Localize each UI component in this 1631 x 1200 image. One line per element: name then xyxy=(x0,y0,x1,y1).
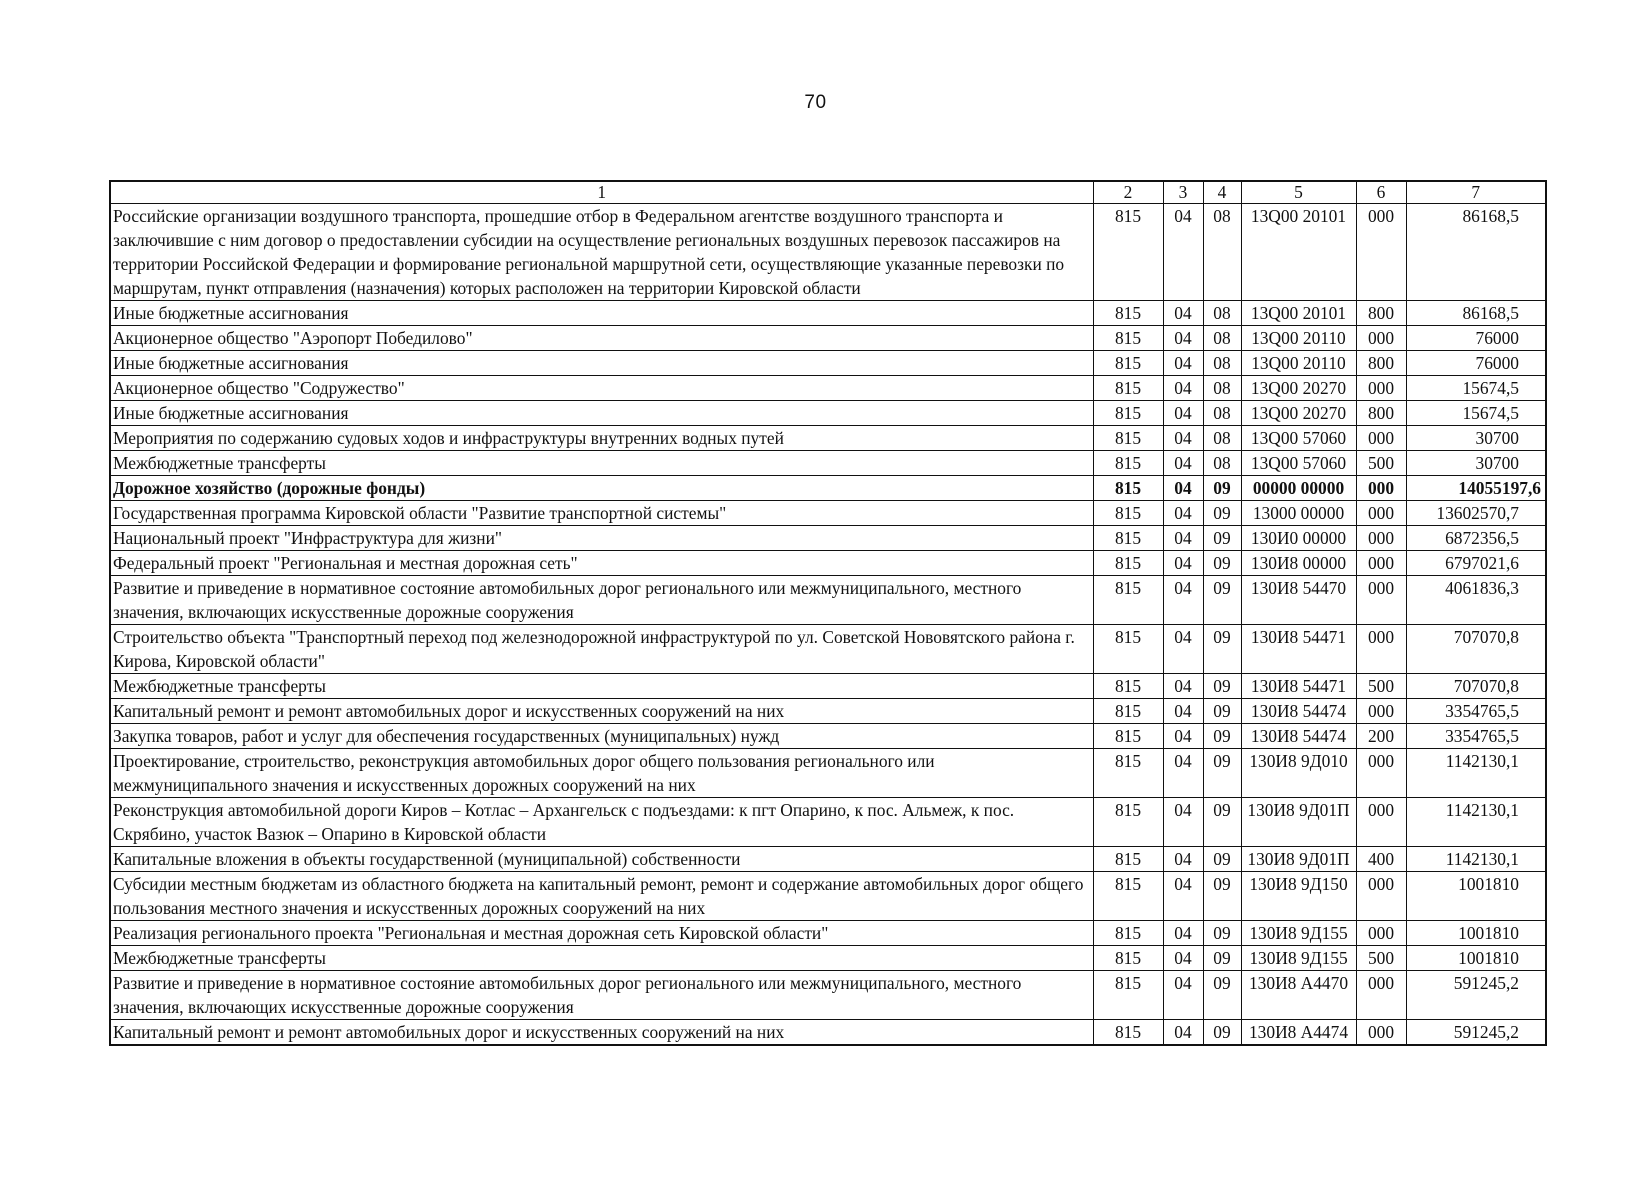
expense-type-cell: 200 xyxy=(1356,724,1406,749)
expense-type-cell: 800 xyxy=(1356,401,1406,426)
target-article-cell: 13Q00 20110 xyxy=(1241,351,1356,376)
expense-type-cell: 000 xyxy=(1356,576,1406,625)
subsection-code-cell: 09 xyxy=(1203,946,1241,971)
table-header-row xyxy=(110,181,1546,204)
amount-cell: 15674,5 xyxy=(1406,401,1546,426)
expense-type-cell: 400 xyxy=(1356,847,1406,872)
target-article-cell: 13Q00 57060 xyxy=(1241,451,1356,476)
amount-cell: 4061836,3 xyxy=(1406,576,1546,625)
column-header: 6 xyxy=(1356,181,1406,204)
subsection-code-cell: 09 xyxy=(1203,476,1241,501)
amount-cell: 15674,5 xyxy=(1406,376,1546,401)
section-code-cell: 04 xyxy=(1163,946,1203,971)
subsection-code-cell: 08 xyxy=(1203,376,1241,401)
target-article-cell: 130И8 00000 xyxy=(1241,551,1356,576)
admin-code-cell: 815 xyxy=(1093,326,1163,351)
target-article-cell: 13Q00 20270 xyxy=(1241,376,1356,401)
table-row xyxy=(110,872,1546,921)
admin-code-cell: 815 xyxy=(1093,526,1163,551)
admin-code-cell: 815 xyxy=(1093,301,1163,326)
subsection-code-cell: 08 xyxy=(1203,326,1241,351)
amount-cell: 1001810 xyxy=(1406,872,1546,921)
subsection-code-cell: 09 xyxy=(1203,625,1241,674)
section-code-cell: 04 xyxy=(1163,872,1203,921)
admin-code-cell: 815 xyxy=(1093,204,1163,301)
amount-cell: 707070,8 xyxy=(1406,625,1546,674)
admin-code-cell: 815 xyxy=(1093,674,1163,699)
admin-code-cell: 815 xyxy=(1093,749,1163,798)
target-article-cell: 130И8 54470 xyxy=(1241,576,1356,625)
amount-cell: 1001810 xyxy=(1406,946,1546,971)
row-name-cell: Капитальный ремонт и ремонт автомобильных дорог и искусственных сооружений на них xyxy=(110,1020,1093,1046)
section-code-cell: 04 xyxy=(1163,724,1203,749)
section-code-cell: 04 xyxy=(1163,451,1203,476)
section-code-cell: 04 xyxy=(1163,625,1203,674)
subsection-code-cell: 09 xyxy=(1203,798,1241,847)
target-article-cell: 130И8 9Д155 xyxy=(1241,946,1356,971)
section-code-cell: 04 xyxy=(1163,326,1203,351)
target-article-cell: 130И8 54471 xyxy=(1241,625,1356,674)
section-code-cell: 04 xyxy=(1163,674,1203,699)
section-code-cell: 04 xyxy=(1163,401,1203,426)
admin-code-cell: 815 xyxy=(1093,376,1163,401)
table-row xyxy=(110,476,1546,501)
table-row xyxy=(110,921,1546,946)
row-name-cell: Межбюджетные трансферты xyxy=(110,451,1093,476)
row-name-cell: Федеральный проект "Региональная и местная дорожная сеть" xyxy=(110,551,1093,576)
section-code-cell: 04 xyxy=(1163,971,1203,1020)
admin-code-cell: 815 xyxy=(1093,798,1163,847)
table-row xyxy=(110,749,1546,798)
subsection-code-cell: 09 xyxy=(1203,872,1241,921)
target-article-cell: 130И0 00000 xyxy=(1241,526,1356,551)
row-name-cell: Реализация регионального проекта "Региональная и местная дорожная сеть Кировской области" xyxy=(110,921,1093,946)
admin-code-cell: 815 xyxy=(1093,476,1163,501)
row-name-cell: Межбюджетные трансферты xyxy=(110,946,1093,971)
section-code-cell: 04 xyxy=(1163,699,1203,724)
amount-cell: 6797021,6 xyxy=(1406,551,1546,576)
subsection-code-cell: 08 xyxy=(1203,401,1241,426)
amount-cell: 6872356,5 xyxy=(1406,526,1546,551)
expense-type-cell: 000 xyxy=(1356,699,1406,724)
target-article-cell: 130И8 54474 xyxy=(1241,724,1356,749)
table-row xyxy=(110,576,1546,625)
column-header: 3 xyxy=(1163,181,1203,204)
expense-type-cell: 500 xyxy=(1356,674,1406,699)
expense-type-cell: 000 xyxy=(1356,749,1406,798)
expense-type-cell: 000 xyxy=(1356,326,1406,351)
table-row xyxy=(110,971,1546,1020)
admin-code-cell: 815 xyxy=(1093,872,1163,921)
amount-cell: 3354765,5 xyxy=(1406,699,1546,724)
section-code-cell: 04 xyxy=(1163,1020,1203,1046)
row-name-cell: Развитие и приведение в нормативное состояние автомобильных дорог регионального или межмуниципального, местного значения, включающих искусственные дорожные сооружения xyxy=(110,971,1093,1020)
admin-code-cell: 815 xyxy=(1093,501,1163,526)
row-name-cell: Иные бюджетные ассигнования xyxy=(110,301,1093,326)
expense-type-cell: 000 xyxy=(1356,798,1406,847)
amount-cell: 13602570,7 xyxy=(1406,501,1546,526)
amount-cell: 591245,2 xyxy=(1406,1020,1546,1046)
admin-code-cell: 815 xyxy=(1093,946,1163,971)
subsection-code-cell: 09 xyxy=(1203,921,1241,946)
subsection-code-cell: 09 xyxy=(1203,847,1241,872)
target-article-cell: 130И8 9Д155 xyxy=(1241,921,1356,946)
admin-code-cell: 815 xyxy=(1093,451,1163,476)
column-header: 5 xyxy=(1241,181,1356,204)
section-code-cell: 04 xyxy=(1163,847,1203,872)
amount-cell: 86168,5 xyxy=(1406,301,1546,326)
subsection-code-cell: 09 xyxy=(1203,551,1241,576)
amount-cell: 14055197,6 xyxy=(1406,476,1546,501)
amount-cell: 1142130,1 xyxy=(1406,798,1546,847)
expense-type-cell: 000 xyxy=(1356,921,1406,946)
amount-cell: 86168,5 xyxy=(1406,204,1546,301)
row-name-cell: Развитие и приведение в нормативное состояние автомобильных дорог регионального или межмуниципального, местного значения, включающих искусственные дорожные сооружения xyxy=(110,576,1093,625)
amount-cell: 1142130,1 xyxy=(1406,749,1546,798)
expense-type-cell: 500 xyxy=(1356,451,1406,476)
expense-type-cell: 000 xyxy=(1356,551,1406,576)
subsection-code-cell: 09 xyxy=(1203,724,1241,749)
amount-cell: 1142130,1 xyxy=(1406,847,1546,872)
budget-table xyxy=(109,180,1547,1046)
table-row xyxy=(110,946,1546,971)
subsection-code-cell: 08 xyxy=(1203,426,1241,451)
section-code-cell: 04 xyxy=(1163,501,1203,526)
section-code-cell: 04 xyxy=(1163,376,1203,401)
row-name-cell: Закупка товаров, работ и услуг для обеспечения государственных (муниципальных) нужд xyxy=(110,724,1093,749)
section-code-cell: 04 xyxy=(1163,749,1203,798)
row-name-cell: Капитальный ремонт и ремонт автомобильных дорог и искусственных сооружений на них xyxy=(110,699,1093,724)
target-article-cell: 130И8 9Д01П xyxy=(1241,798,1356,847)
table-row xyxy=(110,674,1546,699)
expense-type-cell: 000 xyxy=(1356,426,1406,451)
table-row xyxy=(110,625,1546,674)
amount-cell: 707070,8 xyxy=(1406,674,1546,699)
target-article-cell: 13Q00 57060 xyxy=(1241,426,1356,451)
admin-code-cell: 815 xyxy=(1093,401,1163,426)
row-name-cell: Субсидии местным бюджетам из областного бюджета на капитальный ремонт, ремонт и содержание автомобильных дорог общего пользования местного значения и искусственных дорожных сооружений на них xyxy=(110,872,1093,921)
expense-type-cell: 800 xyxy=(1356,351,1406,376)
section-code-cell: 04 xyxy=(1163,426,1203,451)
amount-cell: 3354765,5 xyxy=(1406,724,1546,749)
section-code-cell: 04 xyxy=(1163,576,1203,625)
target-article-cell: 13000 00000 xyxy=(1241,501,1356,526)
subsection-code-cell: 09 xyxy=(1203,699,1241,724)
column-header: 1 xyxy=(110,181,1093,204)
table-row xyxy=(110,551,1546,576)
table-row xyxy=(110,724,1546,749)
expense-type-cell: 000 xyxy=(1356,971,1406,1020)
target-article-cell: 130И8 А4474 xyxy=(1241,1020,1356,1046)
section-code-cell: 04 xyxy=(1163,476,1203,501)
target-article-cell: 00000 00000 xyxy=(1241,476,1356,501)
column-header: 2 xyxy=(1093,181,1163,204)
row-name-cell: Строительство объекта "Транспортный переход под железнодорожной инфраструктурой по ул. Советской Нововятского района г. Кирова, Кировской области" xyxy=(110,625,1093,674)
table-row xyxy=(110,1020,1546,1046)
subsection-code-cell: 09 xyxy=(1203,674,1241,699)
table-row xyxy=(110,501,1546,526)
admin-code-cell: 815 xyxy=(1093,724,1163,749)
table-row xyxy=(110,426,1546,451)
target-article-cell: 130И8 А4470 xyxy=(1241,971,1356,1020)
target-article-cell: 130И8 54474 xyxy=(1241,699,1356,724)
admin-code-cell: 815 xyxy=(1093,426,1163,451)
target-article-cell: 130И8 9Д150 xyxy=(1241,872,1356,921)
subsection-code-cell: 08 xyxy=(1203,351,1241,376)
subsection-code-cell: 09 xyxy=(1203,749,1241,798)
section-code-cell: 04 xyxy=(1163,204,1203,301)
section-code-cell: 04 xyxy=(1163,921,1203,946)
admin-code-cell: 815 xyxy=(1093,576,1163,625)
target-article-cell: 13Q00 20101 xyxy=(1241,301,1356,326)
expense-type-cell: 500 xyxy=(1356,946,1406,971)
admin-code-cell: 815 xyxy=(1093,847,1163,872)
target-article-cell: 13Q00 20270 xyxy=(1241,401,1356,426)
subsection-code-cell: 08 xyxy=(1203,301,1241,326)
section-code-cell: 04 xyxy=(1163,551,1203,576)
table-row xyxy=(110,798,1546,847)
subsection-code-cell: 09 xyxy=(1203,1020,1241,1046)
admin-code-cell: 815 xyxy=(1093,1020,1163,1046)
table-row xyxy=(110,526,1546,551)
table-row xyxy=(110,326,1546,351)
subsection-code-cell: 09 xyxy=(1203,501,1241,526)
row-name-cell: Акционерное общество "Аэропорт Победилово" xyxy=(110,326,1093,351)
section-code-cell: 04 xyxy=(1163,351,1203,376)
table-row xyxy=(110,401,1546,426)
expense-type-cell: 000 xyxy=(1356,476,1406,501)
expense-type-cell: 000 xyxy=(1356,376,1406,401)
expense-type-cell: 000 xyxy=(1356,872,1406,921)
subsection-code-cell: 09 xyxy=(1203,971,1241,1020)
section-code-cell: 04 xyxy=(1163,798,1203,847)
admin-code-cell: 815 xyxy=(1093,351,1163,376)
table-row xyxy=(110,699,1546,724)
amount-cell: 76000 xyxy=(1406,326,1546,351)
column-header: 7 xyxy=(1406,181,1546,204)
column-header: 4 xyxy=(1203,181,1241,204)
table-row xyxy=(110,301,1546,326)
expense-type-cell: 000 xyxy=(1356,1020,1406,1046)
expense-type-cell: 000 xyxy=(1356,526,1406,551)
expense-type-cell: 000 xyxy=(1356,625,1406,674)
target-article-cell: 13Q00 20101 xyxy=(1241,204,1356,301)
admin-code-cell: 815 xyxy=(1093,699,1163,724)
subsection-code-cell: 08 xyxy=(1203,451,1241,476)
admin-code-cell: 815 xyxy=(1093,625,1163,674)
row-name-cell: Реконструкция автомобильной дороги Киров – Котлас – Архангельск с подъездами: к пгт Опарино, к пос. Альмеж, к пос. Скрябино, участок Вазюк – Опарино в Кировской области xyxy=(110,798,1093,847)
page-number: 70 xyxy=(804,92,827,113)
target-article-cell: 130И8 9Д01П xyxy=(1241,847,1356,872)
table-row xyxy=(110,376,1546,401)
target-article-cell: 130И8 9Д010 xyxy=(1241,749,1356,798)
table-body xyxy=(110,204,1546,1046)
subsection-code-cell: 08 xyxy=(1203,204,1241,301)
row-name-cell: Национальный проект "Инфраструктура для жизни" xyxy=(110,526,1093,551)
admin-code-cell: 815 xyxy=(1093,971,1163,1020)
table-row xyxy=(110,451,1546,476)
amount-cell: 591245,2 xyxy=(1406,971,1546,1020)
amount-cell: 1001810 xyxy=(1406,921,1546,946)
section-code-cell: 04 xyxy=(1163,526,1203,551)
subsection-code-cell: 09 xyxy=(1203,526,1241,551)
table-row xyxy=(110,351,1546,376)
row-name-cell: Межбюджетные трансферты xyxy=(110,674,1093,699)
expense-type-cell: 800 xyxy=(1356,301,1406,326)
row-name-cell: Капитальные вложения в объекты государственной (муниципальной) собственности xyxy=(110,847,1093,872)
row-name-cell: Государственная программа Кировской области "Развитие транспортной системы" xyxy=(110,501,1093,526)
amount-cell: 30700 xyxy=(1406,426,1546,451)
row-name-cell: Иные бюджетные ассигнования xyxy=(110,401,1093,426)
row-name-cell: Акционерное общество "Содружество" xyxy=(110,376,1093,401)
target-article-cell: 130И8 54471 xyxy=(1241,674,1356,699)
subsection-code-cell: 09 xyxy=(1203,576,1241,625)
admin-code-cell: 815 xyxy=(1093,921,1163,946)
amount-cell: 30700 xyxy=(1406,451,1546,476)
amount-cell: 76000 xyxy=(1406,351,1546,376)
row-name-cell: Иные бюджетные ассигнования xyxy=(110,351,1093,376)
row-name-cell: Дорожное хозяйство (дорожные фонды) xyxy=(110,476,1093,501)
section-code-cell: 04 xyxy=(1163,301,1203,326)
admin-code-cell: 815 xyxy=(1093,551,1163,576)
target-article-cell: 13Q00 20110 xyxy=(1241,326,1356,351)
expense-type-cell: 000 xyxy=(1356,204,1406,301)
expense-type-cell: 000 xyxy=(1356,501,1406,526)
row-name-cell: Мероприятия по содержанию судовых ходов и инфраструктуры внутренних водных путей xyxy=(110,426,1093,451)
row-name-cell: Российские организации воздушного транспорта, прошедшие отбор в Федеральном агентстве воздушного транспорта и заключившие с ним договор о предоставлении субсидии на осуществление региональных воздушных перевозок пассажиров на территории Российской Федерации и формирование региональной маршрутной сети, осуществляющие указанные перевозки по маршрутам, пункт отправления (назначения) которых расположен на территории Кировской области xyxy=(110,204,1093,301)
row-name-cell: Проектирование, строительство, реконструкция автомобильных дорог общего пользования регионального или межмуниципального значения и искусственных дорожных сооружений на них xyxy=(110,749,1093,798)
table-row xyxy=(110,204,1546,301)
table-row xyxy=(110,847,1546,872)
